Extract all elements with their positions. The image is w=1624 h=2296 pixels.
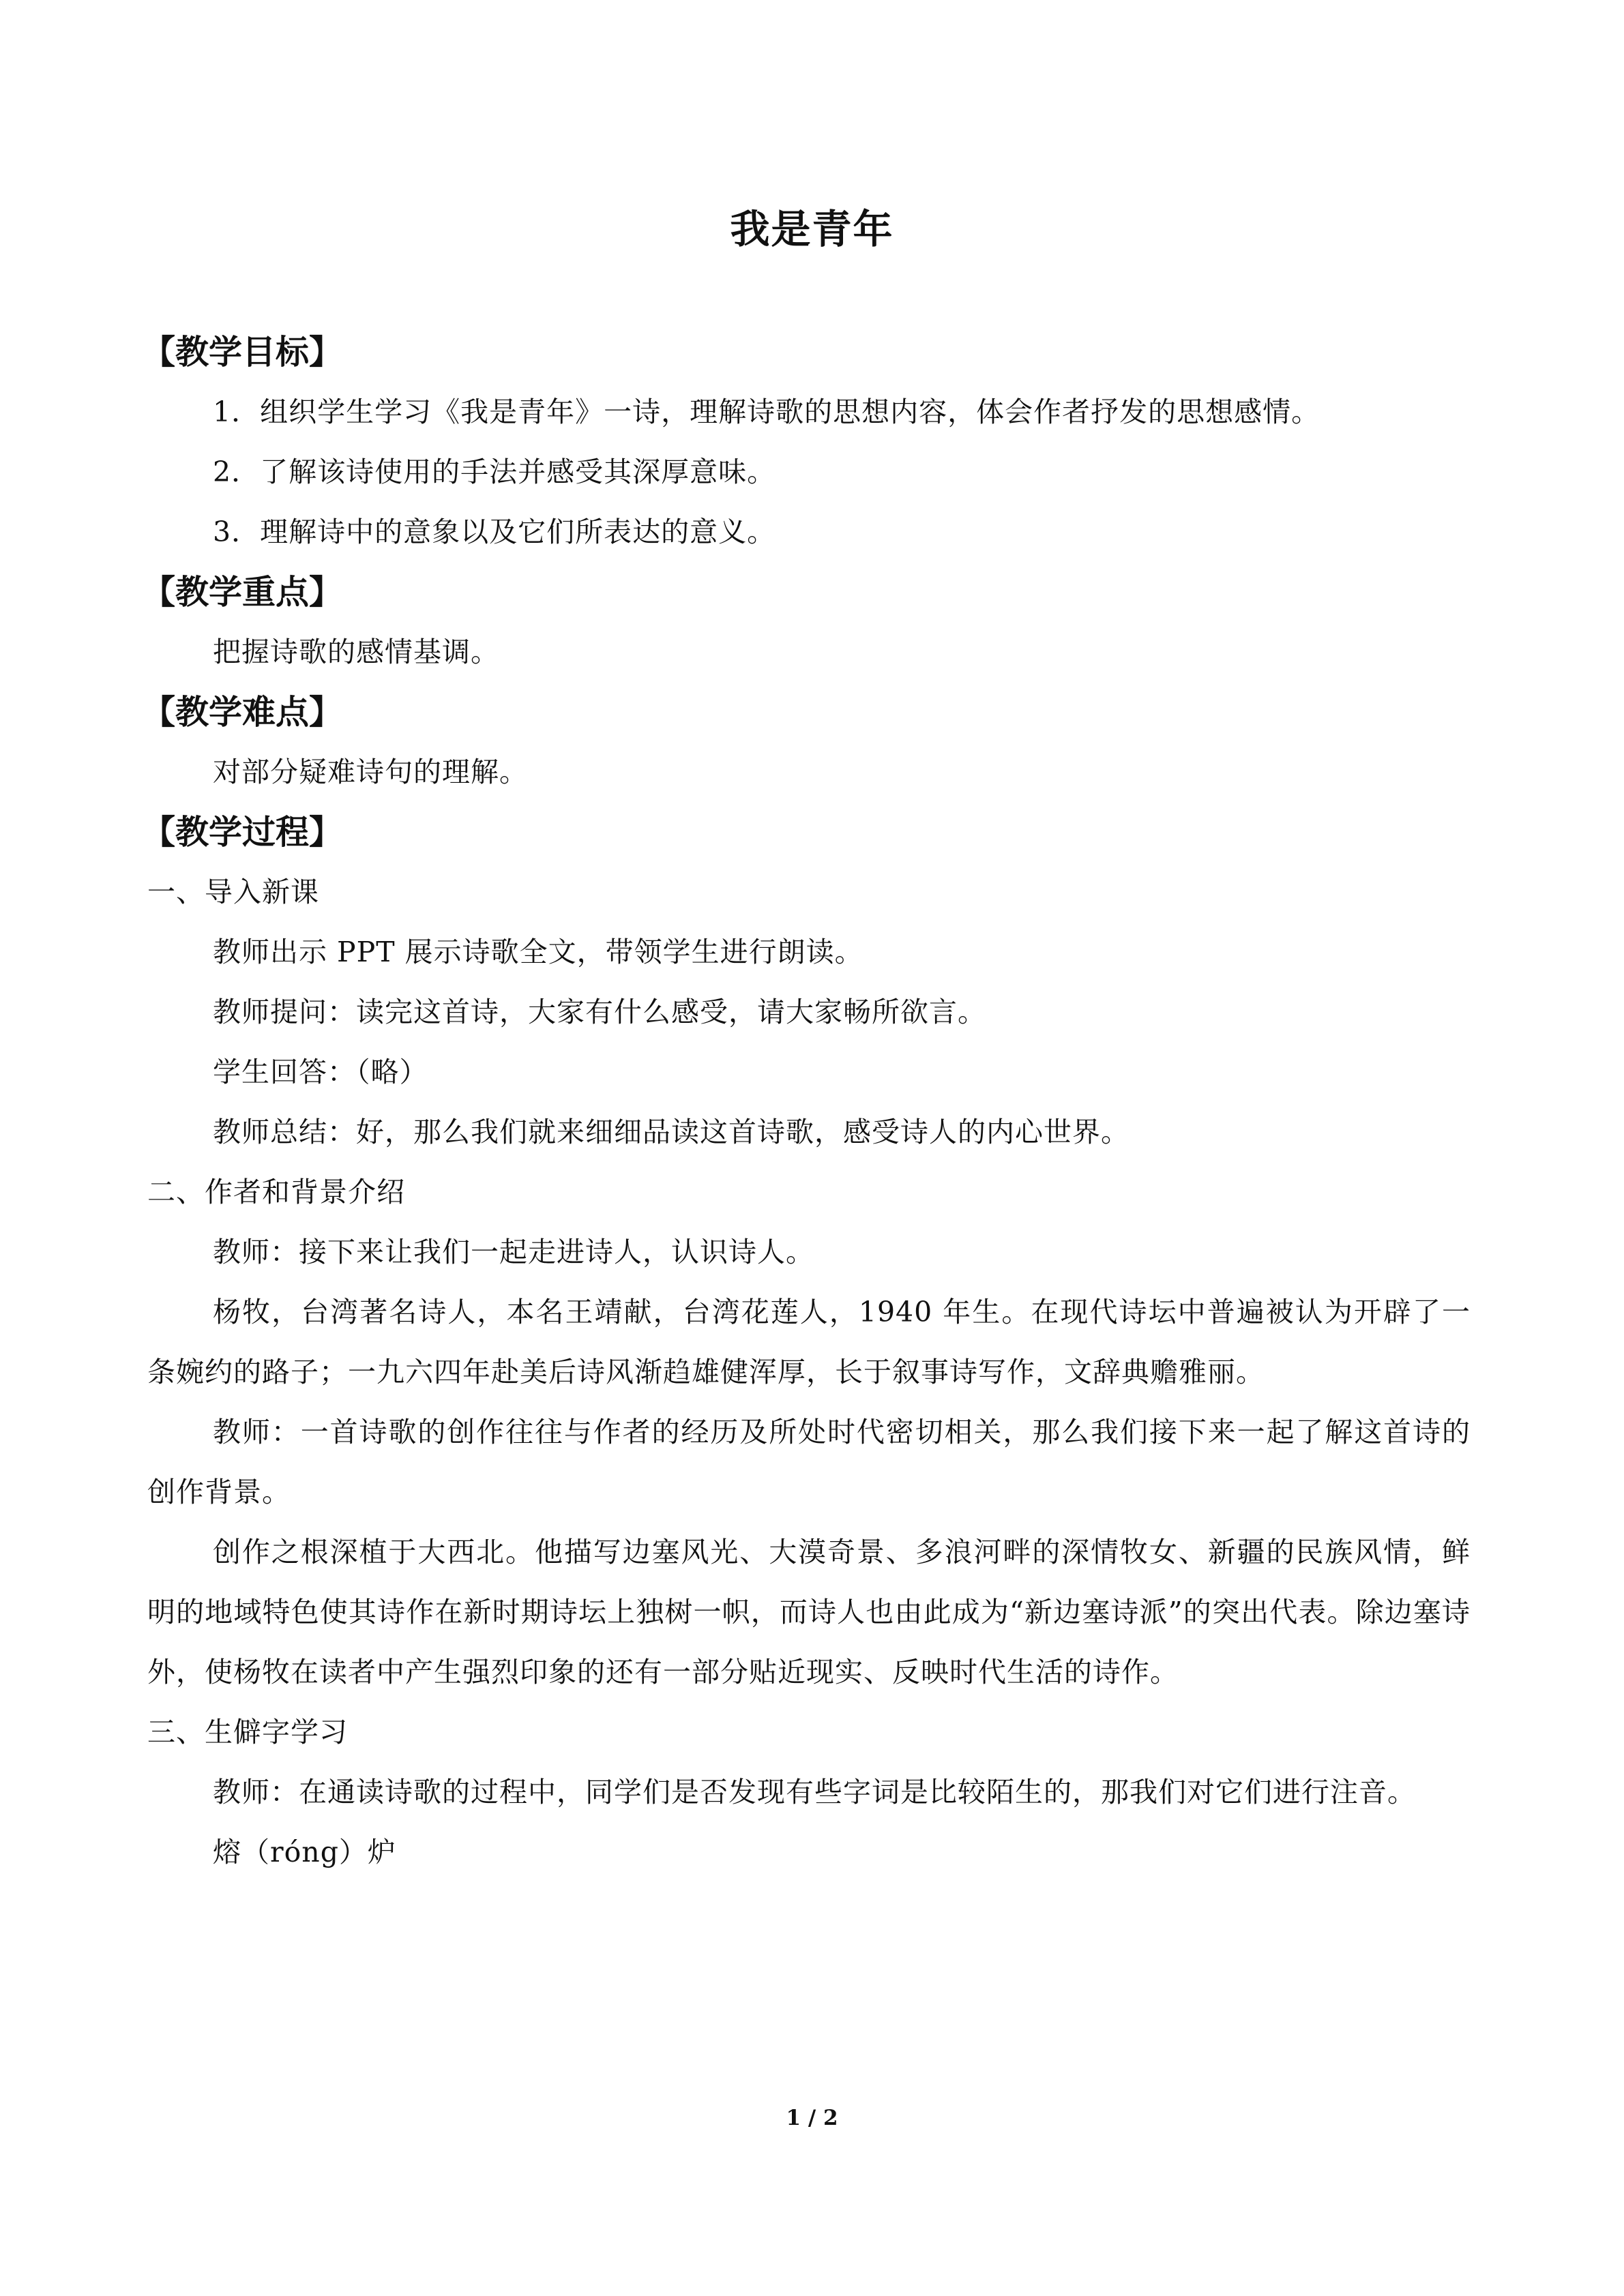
subhead-author: 二、作者和背景介绍 [147, 1176, 405, 1208]
subhead-vocab: 三、生僻字学习 [147, 1716, 348, 1748]
goal-item-3: 3．理解诗中的意象以及它们所表达的意义。 [213, 516, 776, 548]
intro-paragraph-1: 教师出示 PPT 展示诗歌全文，带领学生进行朗读。 [213, 936, 863, 968]
intro-paragraph-4: 教师总结：好，那么我们就来细细品读这首诗歌，感受诗人的内心世界。 [213, 1116, 1130, 1148]
difficulties-text: 对部分疑难诗句的理解。 [213, 756, 528, 788]
page-title: 我是青年 [730, 206, 894, 252]
intro-paragraph-2: 教师提问：读完这首诗，大家有什么感受，请大家畅所欲言。 [213, 996, 986, 1028]
subhead-intro: 一、导入新课 [147, 876, 319, 908]
goal-item-1: 1．组织学生学习《我是青年》一诗，理解诗歌的思想内容，体会作者抒发的思想感情。 [213, 396, 1320, 428]
document-body [142, 322, 1471, 1882]
author-paragraph-4: 创作之根深植于大西北。他描写边塞风光、大漠奇景、多浪河畔的深情牧女、新疆的民族风情，鲜明的地域特色使其诗作在新时期诗坛上独树一帜，而诗人也由此成为“新边塞诗派”的突出代表。除边塞诗外，使杨牧在读者中产生强烈印象的还有一部分贴近现实、反映时代生活的诗作。 [147, 1536, 1471, 1688]
goal-item-2: 2．了解该诗使用的手法并感受其深厚意味。 [213, 456, 776, 488]
section-heading-process: 【教学过程】 [142, 812, 343, 852]
page-number: 1 / 2 [786, 2106, 838, 2130]
section-heading-key-points: 【教学重点】 [142, 572, 343, 612]
section-heading-goals: 【教学目标】 [142, 332, 343, 372]
vocab-paragraph-2: 熔（róng）炉 [213, 1836, 396, 1868]
key-points-text: 把握诗歌的感情基调。 [213, 636, 499, 668]
vocab-paragraph-1: 教师：在通读诗歌的过程中，同学们是否发现有些字词是比较陌生的，那我们对它们进行注音。 [213, 1776, 1416, 1808]
intro-paragraph-3: 学生回答：（略） [213, 1056, 428, 1088]
author-paragraph-2: 杨牧，台湾著名诗人，本名王靖献，台湾花莲人，1940 年生。在现代诗坛中普遍被认为开辟了一条婉约的路子；一九六四年赴美后诗风渐趋雄健浑厚，长于叙事诗写作，文辞典赡雅丽。 [147, 1296, 1471, 1388]
section-heading-difficulties: 【教学难点】 [142, 692, 343, 732]
author-paragraph-1: 教师：接下来让我们一起走进诗人，认识诗人。 [213, 1236, 814, 1268]
author-paragraph-3: 教师：一首诗歌的创作往往与作者的经历及所处时代密切相关，那么我们接下来一起了解这首诗的创作背景。 [147, 1416, 1471, 1508]
